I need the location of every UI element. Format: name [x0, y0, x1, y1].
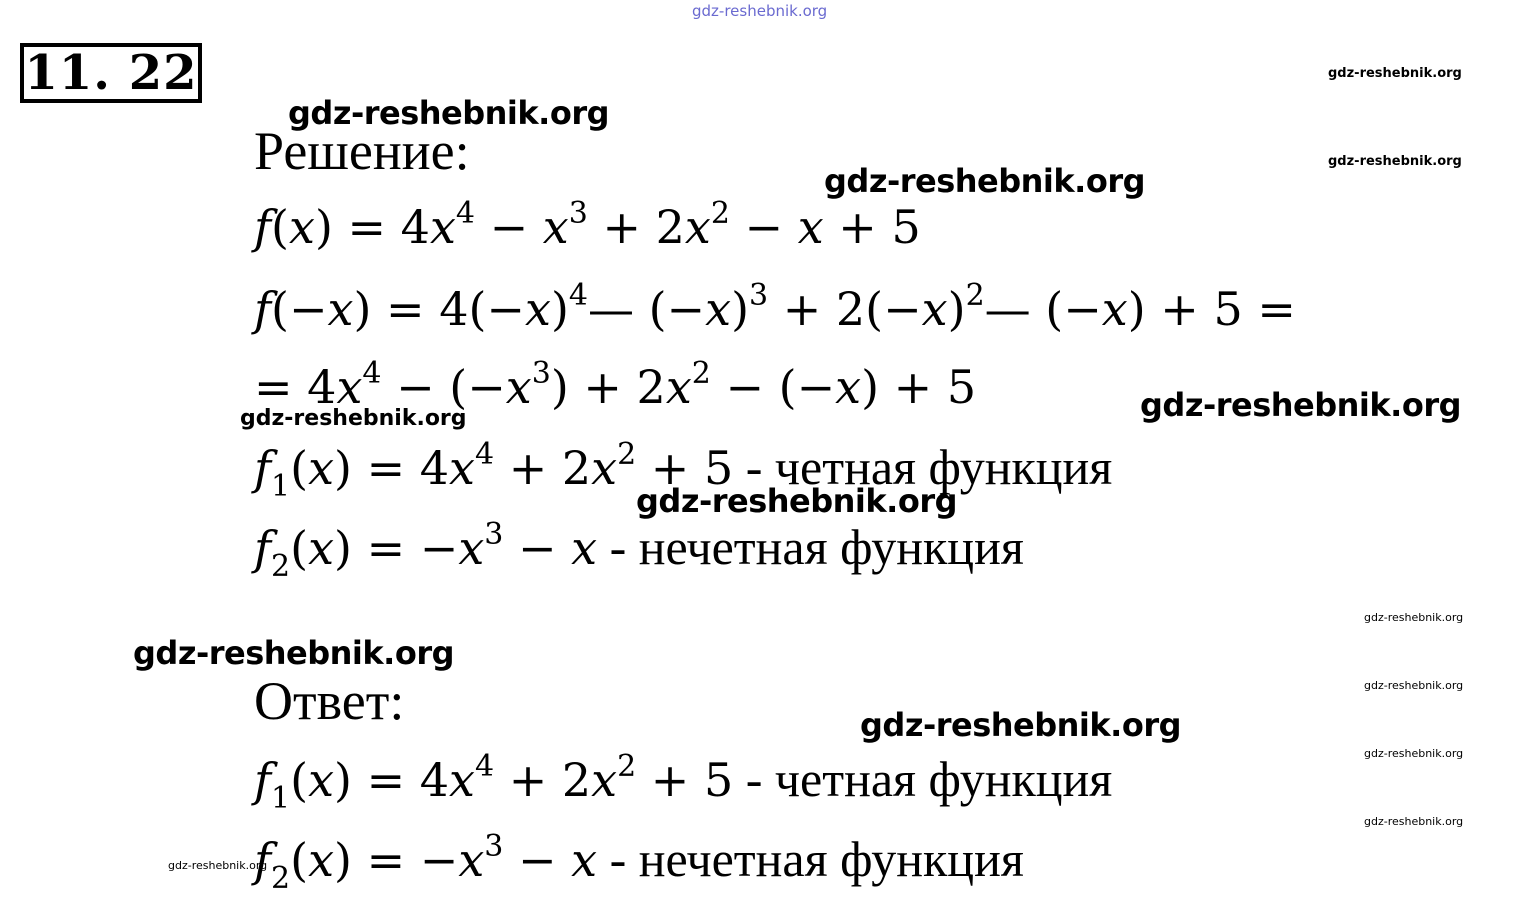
watermark: gdz-reshebnik.org	[1364, 815, 1464, 828]
solution-heading: Решение:	[254, 121, 470, 181]
watermark: gdz-reshebnik.org	[1328, 154, 1462, 169]
even-function-label: - четная функция	[733, 751, 1113, 807]
solution-line-5: $f_2(x) = -x^3 - x$ - нечетная функция	[254, 517, 1024, 584]
watermark: gdz-reshebnik.org	[240, 406, 467, 431]
watermark: gdz-reshebnik.org	[168, 859, 268, 872]
watermark: gdz-reshebnik.org	[1328, 66, 1462, 81]
odd-function-label: - нечетная функция	[597, 831, 1024, 887]
watermark: gdz-reshebnik.org	[824, 162, 1145, 200]
problem-number: 11. 22	[20, 43, 202, 103]
watermark: gdz-reshebnik.org	[1364, 611, 1464, 624]
watermark-top-link[interactable]: gdz-reshebnik.org	[692, 2, 828, 20]
watermark: gdz-reshebnik.org	[636, 482, 957, 520]
answer-line-1: $f_1(x) = 4x^4 + 2x^2 + 5$ - четная функция	[254, 749, 1113, 816]
odd-function-label: - нечетная функция	[597, 519, 1024, 575]
solution-line-2: $f(-x) = 4(-x)^4—$ $(-x)^3$ + $2(-x)^2—$ (−x) + 5 =	[254, 278, 1296, 336]
solution-line-1: $f(x) = 4x^4 - x^3 + 2x^2 - x + 5$	[254, 196, 921, 254]
watermark: gdz-reshebnik.org	[1140, 386, 1461, 424]
watermark: gdz-reshebnik.org	[860, 706, 1181, 744]
watermark: gdz-reshebnik.org	[1364, 679, 1464, 692]
even-function-label: - четная функция	[733, 439, 1113, 495]
solution-line-3: = $4x^4 - (-x^3) + 2x^2 - (-x) + 5$	[254, 356, 977, 414]
answer-heading: Ответ:	[254, 671, 405, 731]
solution-line-4: $f_1(x) = 4x^4 + 2x^2 + 5$ - четная функция	[254, 437, 1113, 504]
watermark: gdz-reshebnik.org	[133, 634, 454, 672]
watermark: gdz-reshebnik.org	[288, 94, 609, 132]
answer-line-2: $f_2(x) = -x^3 - x$ - нечетная функция	[254, 829, 1024, 896]
watermark: gdz-reshebnik.org	[1364, 747, 1464, 760]
